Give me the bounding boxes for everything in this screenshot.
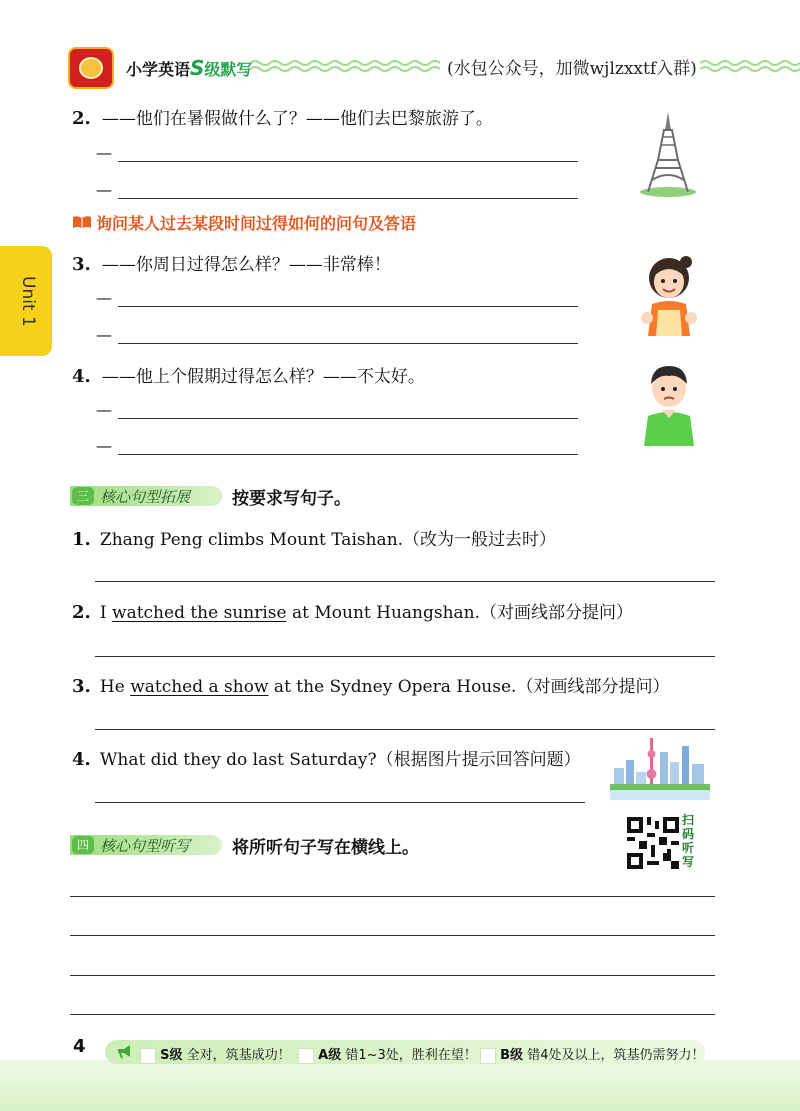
answer-line[interactable] (70, 1014, 715, 1015)
subheading: 询问某人过去某段时间过得如何的问句及答语 (96, 214, 417, 233)
grade-b-checkbox[interactable] (480, 1048, 496, 1064)
section-3-title: 核心句型拓展 (100, 488, 191, 506)
underlined-phrase: watched a show (130, 677, 269, 697)
section-4-title: 核心句型听写 (100, 837, 191, 855)
page-number: 4 (73, 1036, 86, 1057)
answer-line[interactable] (118, 198, 578, 199)
section-3-badge: 三 (72, 487, 94, 505)
answer-line[interactable] (70, 935, 715, 936)
answer-line[interactable] (118, 418, 578, 419)
sad-boy-illustration (638, 360, 700, 446)
grade-s-checkbox[interactable] (140, 1048, 156, 1064)
question-2: 2. ——他们在暑假做什么了？——他们去巴黎旅游了。 (72, 108, 493, 129)
qr-label: 扫码听写 (682, 813, 695, 869)
answer-line[interactable] (118, 161, 578, 162)
s3-question-4: 4. What did they do last Saturday?（根据图片提示回答问题） (72, 749, 581, 770)
grade-b: B级 错4处及以上，筑基仍需努力！ (480, 1044, 704, 1064)
answer-line[interactable] (95, 656, 715, 657)
answer-line[interactable] (118, 306, 578, 307)
underlined-phrase: watched the sunrise (112, 603, 287, 623)
section-4-instruction: 将所听句子写在横线上。 (232, 838, 419, 858)
header-note: (水包公众号，加微wjlzxxtf入群) (447, 59, 697, 79)
answer-line[interactable] (95, 581, 715, 582)
grade-a: A级 错1~3处，胜利在望！ (298, 1044, 477, 1064)
answer-dash: — (96, 180, 112, 199)
section-3-instruction: 按要求写句子。 (232, 489, 351, 509)
grade-s: S级 全对，筑基成功！ (140, 1044, 291, 1064)
city-skyline-illustration (610, 734, 710, 800)
s3-question-3: 3. He watched a show at the Sydney Opera House.（对画线部分提问） (72, 676, 670, 697)
megaphone-icon (116, 1043, 134, 1059)
header-wave-decoration-right (700, 58, 800, 74)
s3-question-1: 1. Zhang Peng climbs Mount Taishan.（改为一般过去时） (72, 529, 557, 550)
answer-dash: — (96, 325, 112, 344)
question-3: 3. ——你周日过得怎么样？——非常棒！ (72, 254, 391, 275)
section-4-badge: 四 (72, 836, 94, 854)
answer-dash: — (96, 436, 112, 455)
answer-dash: — (96, 288, 112, 307)
answer-line[interactable] (70, 896, 715, 897)
answer-line[interactable] (70, 975, 715, 976)
question-4: 4. ——他上个假期过得怎么样？——不太好。 (72, 366, 425, 387)
answer-line[interactable] (118, 454, 578, 455)
grade-a-checkbox[interactable] (298, 1048, 314, 1064)
brand-title: 小学英语S级默写 (126, 56, 253, 80)
s3-question-2: 2. I watched the sunrise at Mount Huangshan.（对画线部分提问） (72, 602, 634, 623)
header-wave-decoration (250, 58, 440, 74)
answer-line[interactable] (95, 802, 585, 803)
answer-dash: — (96, 143, 112, 162)
answer-dash: — (96, 400, 112, 419)
unit-side-tab: Unit 1 (0, 246, 52, 356)
answer-line[interactable] (118, 343, 578, 344)
brand-logo (68, 47, 114, 89)
footer-background (0, 1060, 800, 1111)
book-icon (72, 215, 92, 229)
happy-girl-illustration (638, 250, 700, 336)
qr-code[interactable] (627, 817, 679, 869)
eiffel-tower-illustration (638, 110, 698, 198)
answer-line[interactable] (95, 729, 715, 730)
